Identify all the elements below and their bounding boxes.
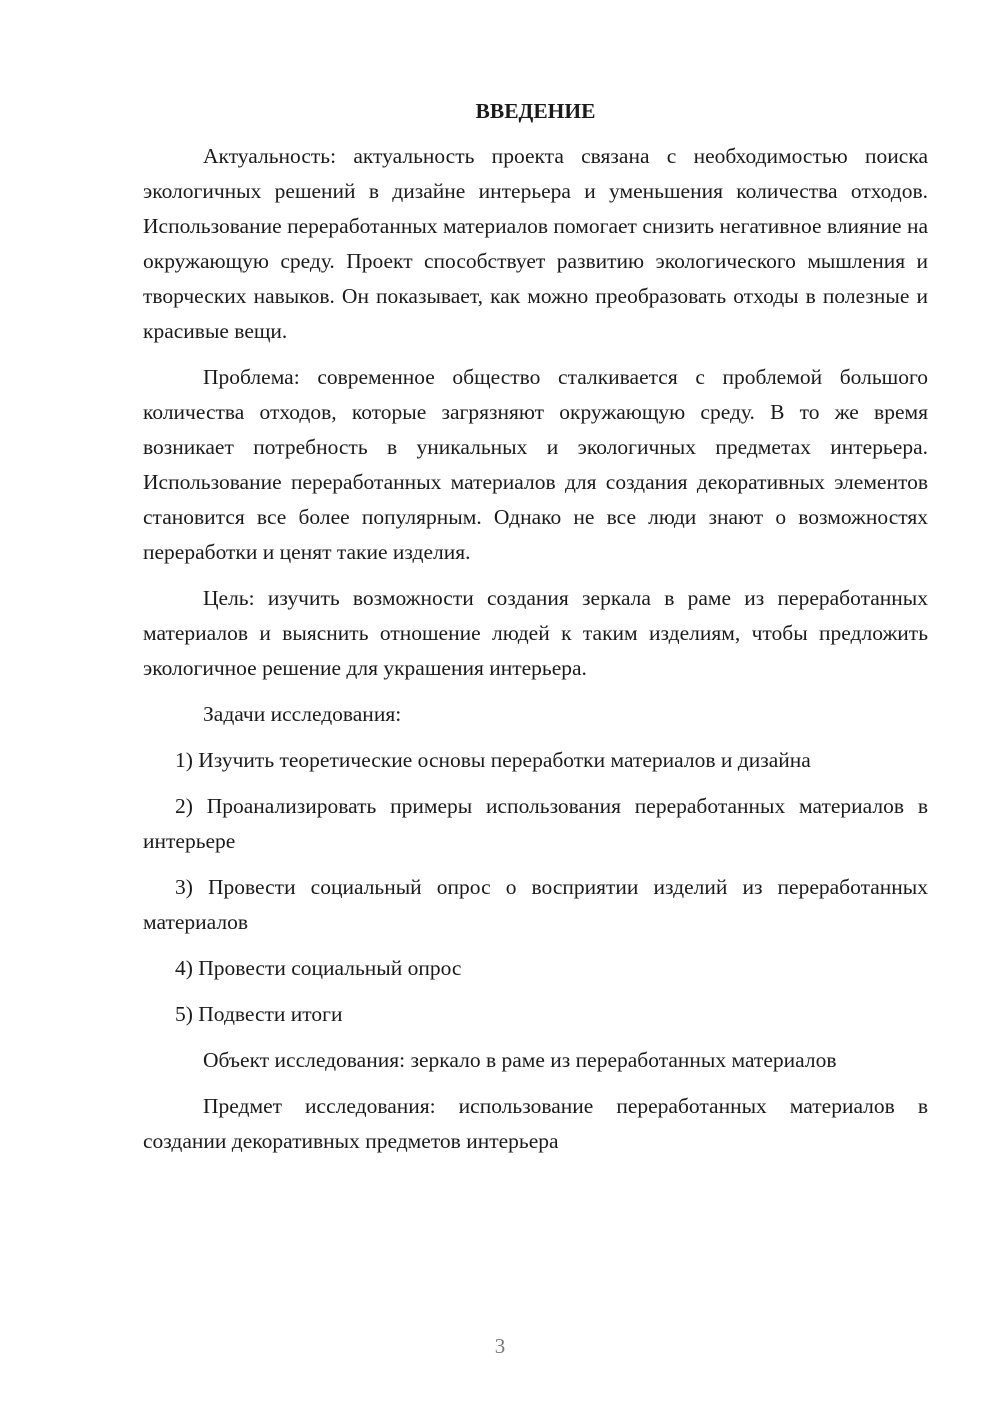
paragraph-problem: Проблема: современное общество сталкивается с проблемой большого количества отходов, которые загрязняют окружающую среду. В то же время возникает потребность в уникальных и экологичных предметах интерьера. Использование переработанных материалов для создания декоративных элементов становится все более популярным. Однако не все люди знают о возможностях переработки и ценят такие изделия. (143, 365, 928, 564)
task-item-4: 4) Провести социальный опрос (175, 956, 462, 980)
task-item-1: 1) Изучить теоретические основы переработки материалов и дизайна (175, 748, 811, 772)
document-page (143, 94, 928, 1170)
task-item-3: 3) Провести социальный опрос о восприятии изделий из переработанных материалов (143, 875, 928, 934)
task-item-5: 5) Подвести итоги (175, 1002, 343, 1026)
paragraph-relevance: Актуальность: актуальность проекта связана с необходимостью поиска экологичных решений в дизайне интерьера и уменьшения количества отходов. Использование переработанных материалов помогает снизить негативное влияние на окружающую среду. Проект способствует развитию экологического мышления и творческих навыков. Он показывает, как можно преобразовать отходы в полезные и красивые вещи. (143, 144, 928, 343)
tasks-heading: Задачи исследования: (203, 702, 402, 726)
paragraph-goal: Цель: изучить возможности создания зеркала в раме из переработанных материалов и выяснить отношение людей к таким изделиям, чтобы предложить экологичное решение для украшения интерьера. (143, 586, 928, 680)
page-number: 3 (494, 1334, 506, 1358)
paragraph-subject: Предмет исследования: использование переработанных материалов в создании декоративных предметов интерьера (143, 1094, 928, 1153)
paragraph-object: Объект исследования: зеркало в раме из переработанных материалов (203, 1048, 837, 1072)
task-item-2: 2) Проанализировать примеры использования переработанных материалов в интерьере (143, 794, 928, 853)
page-title: ВВЕДЕНИЕ (475, 99, 596, 123)
